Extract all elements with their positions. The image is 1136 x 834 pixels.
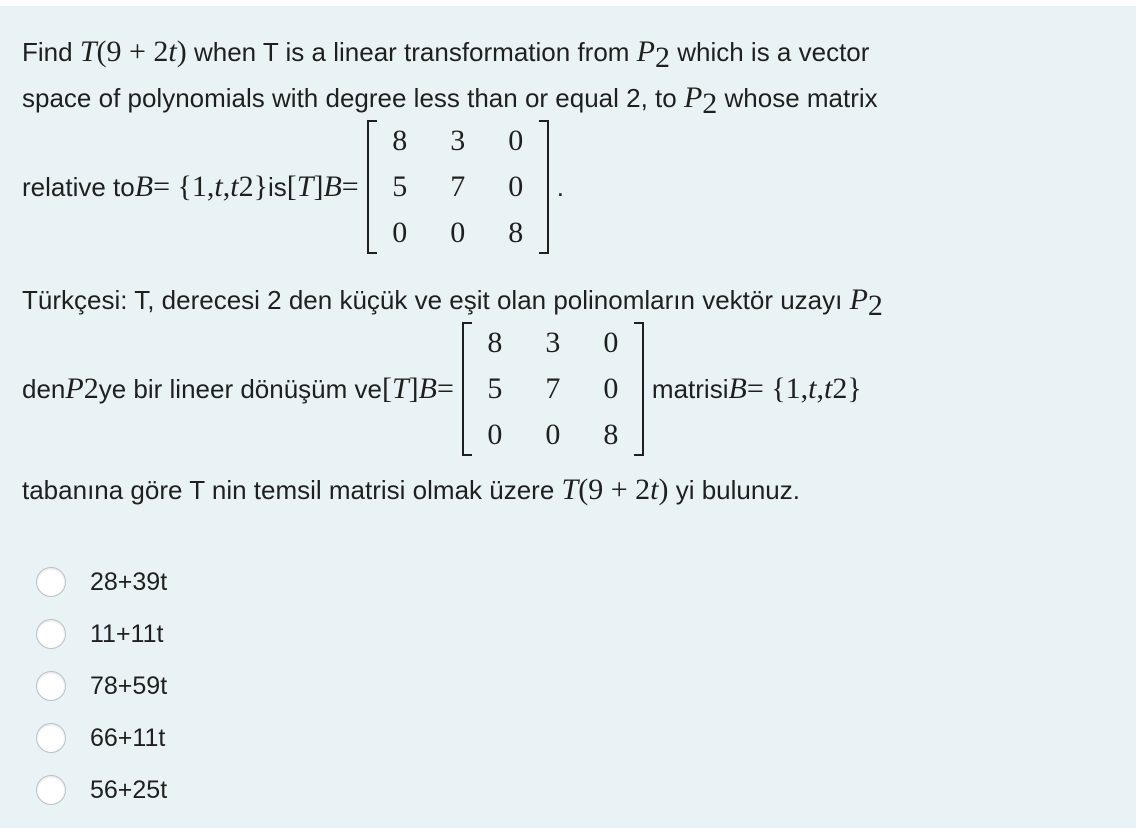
matrix-cell: 0 [508,170,524,203]
turkish-text: den [22,373,66,404]
option-label[interactable]: 78+59t [90,671,168,700]
matrix-cell: 8 [508,216,524,249]
answer-option[interactable] [36,608,167,660]
math-comma: , [222,170,231,203]
matrix-cell: 8 [487,326,503,359]
math-bracket: [ [381,372,392,405]
math-expr: (9 + 2 [578,473,651,506]
option-label[interactable]: 11+11t [90,619,164,648]
question-text: relative to [22,171,135,202]
turkish-text: yi bulunuz. [668,475,800,505]
matrix-cell: 0 [450,216,466,249]
math-set: = {1, [746,372,809,405]
math-sub: 2 [702,87,718,120]
math-t: t [808,372,817,405]
math-B: B [728,372,747,405]
math-comma: , [816,372,824,405]
radio-button[interactable] [36,567,66,597]
radio-button[interactable] [36,775,66,805]
matrix-cell: 7 [545,372,561,405]
answer-option[interactable] [36,712,167,764]
math-close: ) [176,35,187,68]
math-sub: 2 [655,41,670,74]
radio-button[interactable] [36,723,66,753]
math-set: = {1, [153,170,215,203]
matrix-cell: 0 [392,216,408,249]
matrix-bracket-left [462,322,472,456]
matrix-cell: 8 [603,418,619,451]
question-panel [0,6,1136,828]
turkish-line-3 [22,474,800,506]
math-close: } [253,170,268,203]
math-t: t [823,372,833,405]
question-text: Find [22,37,80,67]
math-P: P [683,81,703,114]
math-T: T [391,372,409,405]
period: . [556,171,564,202]
math-B: B [134,170,154,203]
answer-options [36,556,167,816]
matrix-cell: 0 [603,372,619,405]
math-T: T [79,35,97,68]
matrix-cell: 5 [487,372,503,405]
math-t: t [230,170,239,203]
math-expr: (9 + 2 [96,35,169,68]
turkish-text: ye bir lineer dönüşüm ve [98,373,382,404]
question-text: is [267,171,287,202]
question-line-2 [22,81,878,120]
turkish-text: tabanına göre T nin temsil matrisi olmak üzere [22,475,562,505]
answer-option[interactable] [36,556,167,608]
math-equals: = [341,170,359,203]
answer-option[interactable] [36,660,167,712]
matrix-T-B [367,118,549,256]
turkish-text: Türkçesi: T, derecesi 2 den küçük ve eşit olan polinomların vektör uzayı [22,285,850,315]
math-equals: = [437,372,454,405]
turkish-text: matrisi [651,373,729,404]
math-t: t [214,170,223,203]
math-P: P [849,283,868,316]
question-text: space of polynomials with degree less than or equal 2, to [22,83,684,113]
question-text: when T is a linear transformation from [186,37,637,67]
matrix-cell: 8 [392,124,408,157]
option-label[interactable]: 66+11t [90,723,166,752]
math-T: T [561,473,579,506]
math-bracket: ] [408,372,419,405]
math-t: t [168,35,177,68]
option-label[interactable]: 56+25t [90,775,168,804]
turkish-line-1 [22,283,883,322]
radio-button[interactable] [36,619,66,649]
option-label[interactable]: 28+39t [90,567,168,596]
matrix-bracket-right [539,120,549,254]
matrix-cell: 0 [487,418,503,451]
matrix-cell: 3 [545,326,561,359]
math-sub: 2 [867,289,883,322]
answer-option[interactable] [36,764,167,816]
matrix-cell: 7 [450,170,466,203]
matrix-cell: 0 [603,326,619,359]
math-close: ) [658,473,669,506]
matrix-bracket-left [367,120,377,254]
turkish-line-2: den P 2 ye bir lineer dönüşüm ve [ T ] B = 8 3 0 5 7 0 0 0 8 matrisi B = {1, t , t 2 } [22,320,862,458]
math-bracket: ] [313,170,324,203]
matrix-cell: 5 [392,170,408,203]
matrix-bracket-right [634,322,644,456]
question-line-1 [22,35,870,74]
matrix-T-B-turkish [462,320,644,458]
question-text: whose matrix [717,83,878,113]
math-P: P [636,35,655,68]
math-close: } [847,372,862,405]
question-line-3: relative to B = {1, t , t 2 } is [ T ] B = 8 3 0 5 7 0 0 0 8 . [22,118,564,256]
math-T: T [296,170,314,203]
matrix-cell: 0 [545,418,561,451]
math-P: P [65,372,84,405]
matrix-cell: 3 [450,124,466,157]
math-bracket: [ [286,170,297,203]
matrix-cell: 0 [508,124,524,157]
question-text: which is a vector [670,37,870,67]
radio-button[interactable] [36,671,66,701]
math-t: t [650,473,659,506]
